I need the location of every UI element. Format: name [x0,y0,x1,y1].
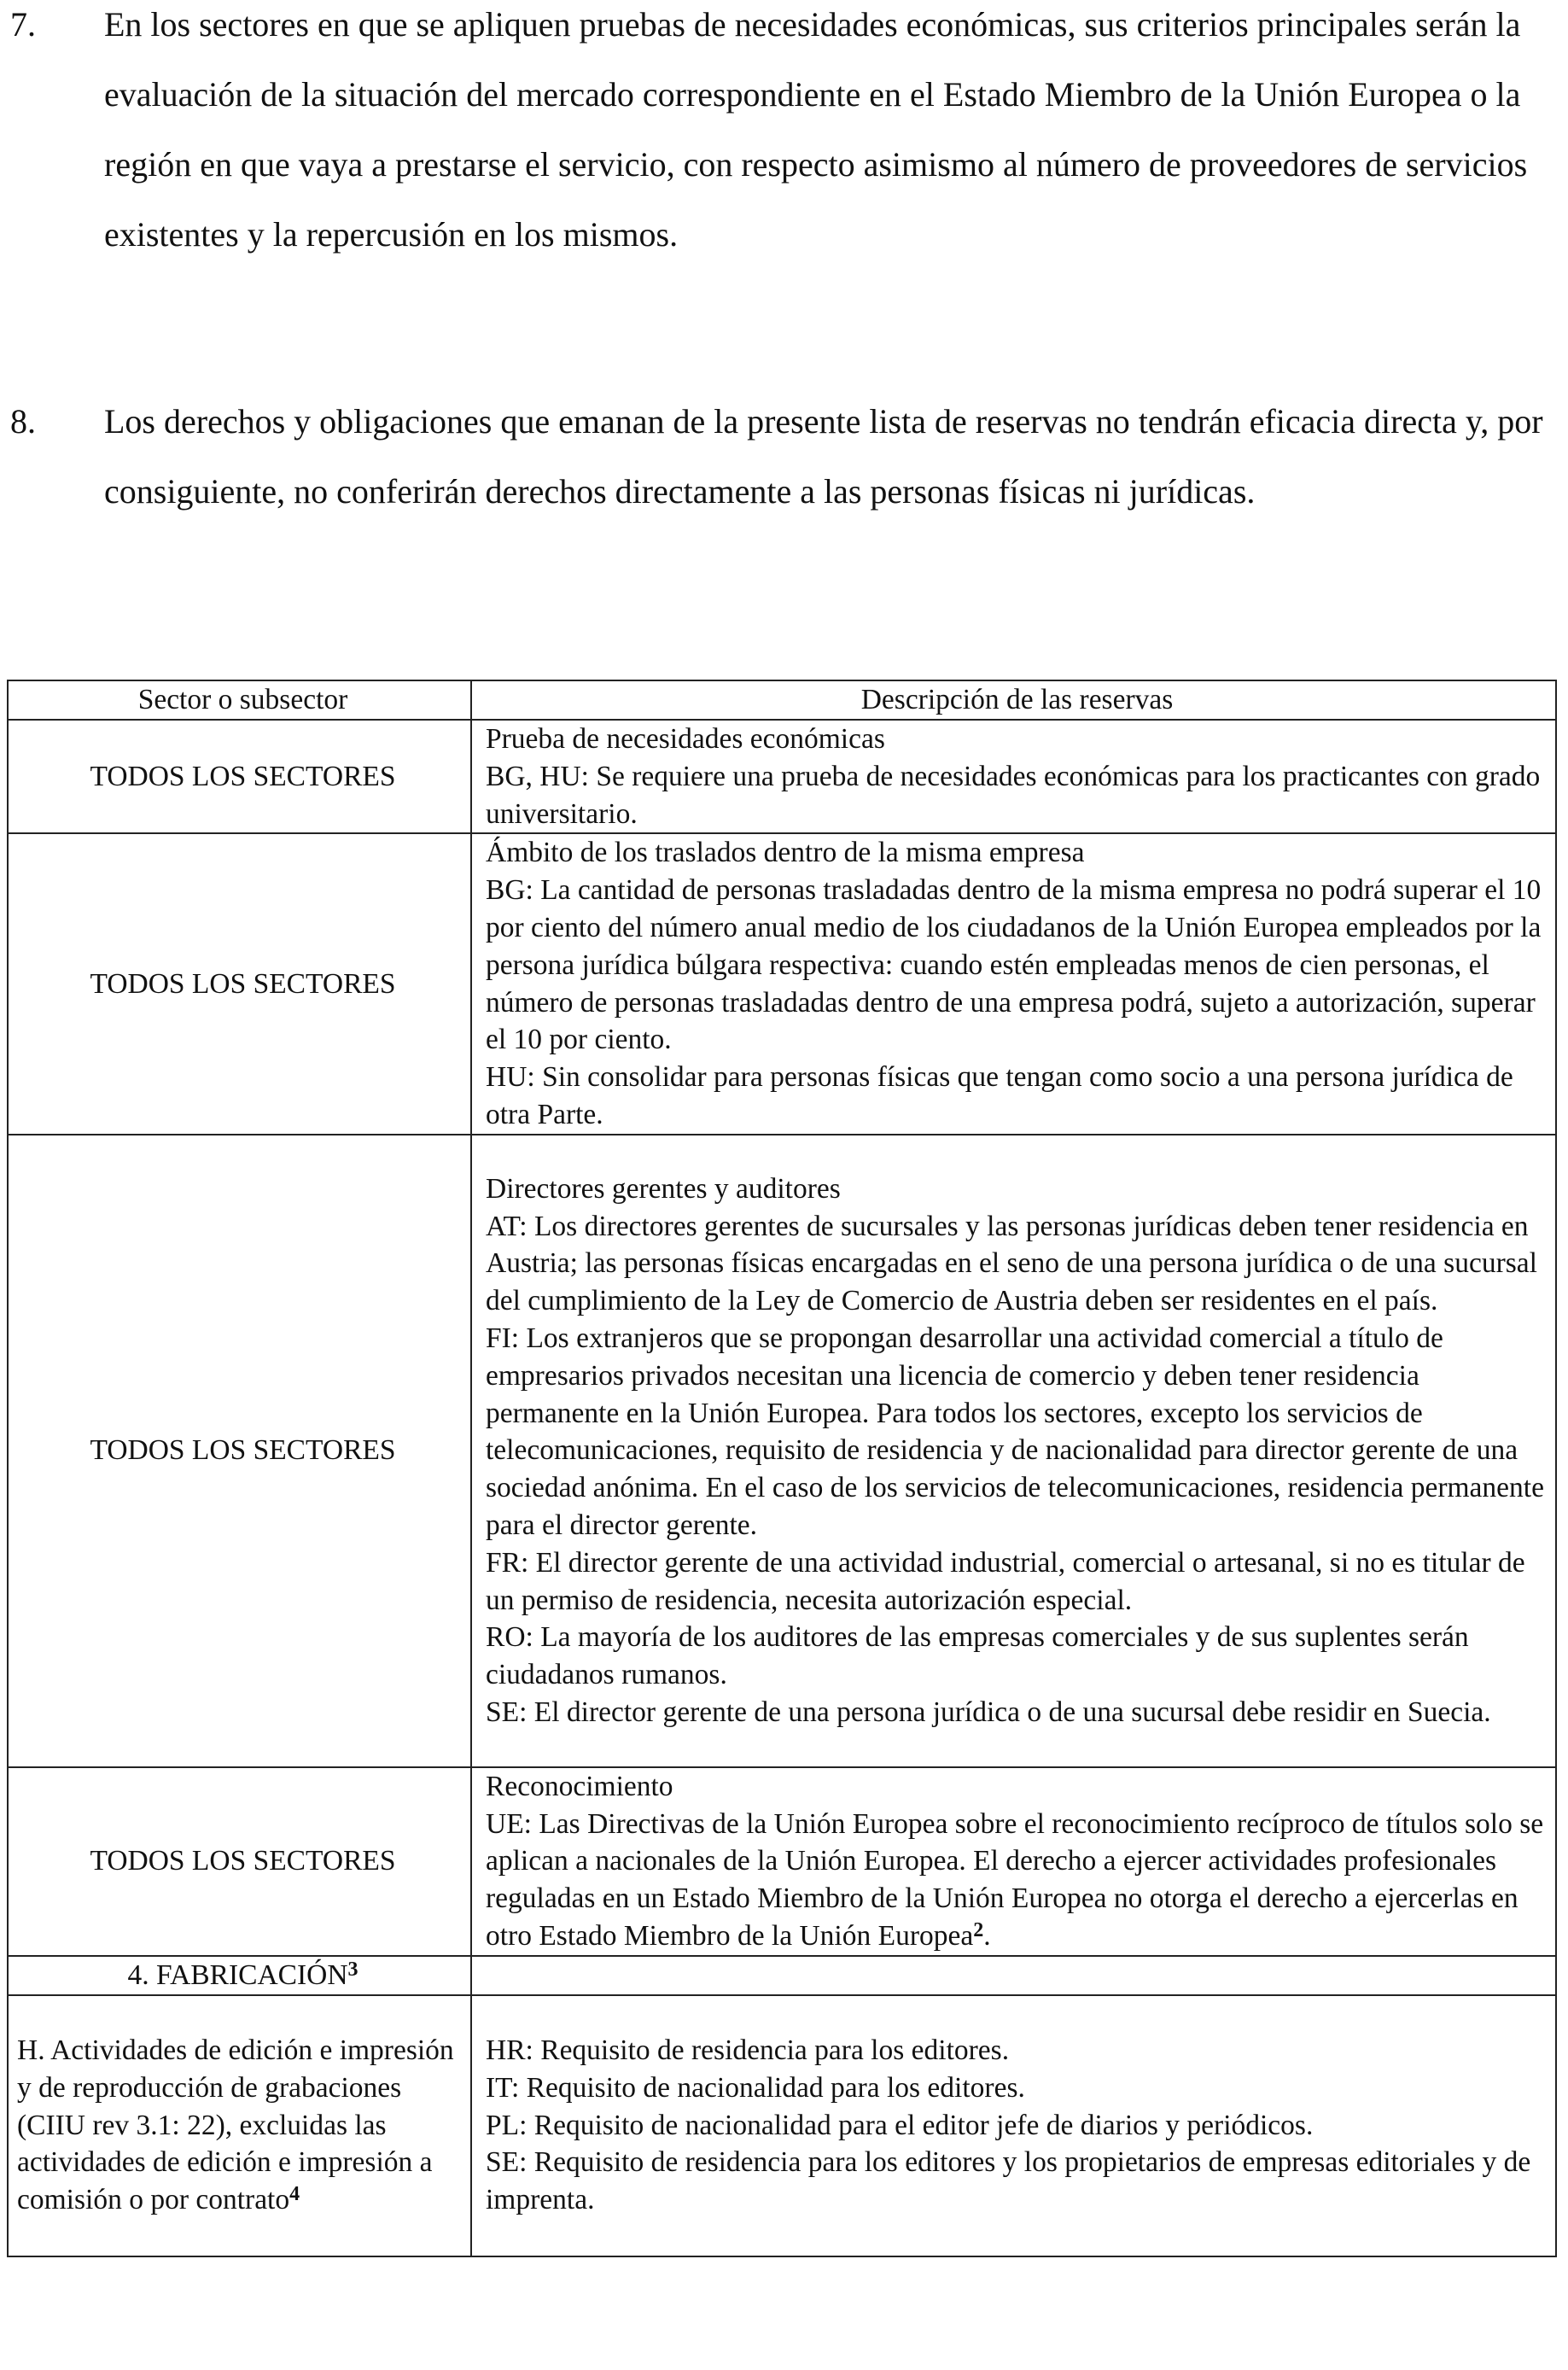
description-line: Reconocimiento [486,1770,673,1802]
description-cell [471,720,1556,833]
paragraph-number: 8. [10,402,36,441]
header-description: Descripción de las reservas [471,680,1556,720]
table-row [8,1135,1556,1767]
section-label: 4. FABRICACIÓN [127,1958,348,1991]
description-line [486,1806,1548,1955]
description-cell [471,1767,1556,1956]
description-line: HU: Sin consolidar para personas físicas que tengan como socio a una persona jurídica de otra Parte. [486,1061,1513,1130]
description-cell [471,1995,1556,2256]
sector-cell: TODOS LOS SECTORES [8,1767,471,1956]
paragraph-text: En los sectores en que se apliquen pruebas de necesidades económicas, sus criterios principales serán la evaluación de la situación del mercado correspondiente en el Estado Miembro de la Unión Europea o la región en que vaya a prestarse el servicio, con respecto asimismo al número de proveedores de servicios existentes y la repercusión en los mismos. [104,5,1528,254]
table-row [8,1995,1556,2256]
sector-cell: TODOS LOS SECTORES [8,1135,471,1767]
sector-cell: TODOS LOS SECTORES [8,720,471,833]
table-header-row [8,680,1556,720]
description-line: Ámbito de los traslados dentro de la misma empresa [486,837,1085,869]
description-line: BG, HU: Se requiere una prueba de necesidades económicas para los practicantes con grado universitario. [486,760,1541,830]
description-cell [471,1135,1556,1767]
description-line: RO: La mayoría de los auditores de las empresas comerciales y de sus suplentes serán ciudadanos rumanos. [486,1621,1469,1691]
reservations-table [7,680,1557,2257]
paragraph-number: 7. [10,5,36,44]
description-line: Prueba de necesidades económicas [486,723,885,755]
punctuation: . [983,1919,991,1952]
table-row [8,720,1556,833]
description-line: AT: Los directores gerentes de sucursales y las personas jurídicas deben tener residencia en Austria; las personas físicas encargadas en el seno de una persona jurídica o de una sucursal del cumplimiento de la Ley de Comercio de Austria deben ser residentes en el país. [486,1210,1537,1317]
description-line: HR: Requisito de residencia para los editores. [486,2034,1010,2067]
description-line: PL: Requisito de nacionalidad para el editor jefe de diarios y periódicos. [486,2109,1314,2141]
footnote-marker: 4 [289,2183,300,2206]
section-row [8,1956,1556,1995]
header-sector: Sector o subsector [8,680,471,720]
sector-cell: TODOS LOS SECTORES [8,833,471,1134]
description-line: FI: Los extranjeros que se propongan desarrollar una actividad comercial a título de empresarios privados necesitan una licencia de comercio y deben tener residencia permanente en la Unión Europea. Para todos los sectores, excepto los servicios de telecomunicaciones, requisito de residencia y de nacionalidad para director gerente de una sociedad anónima. En el caso de los servicios de telecomunicaciones, residencia permanente para el director gerente. [486,1322,1544,1541]
paragraph-text: Los derechos y obligaciones que emanan de la presente lista de reservas no tendrán eficacia directa y, por consiguiente, no conferirán derechos directamente a las personas físicas ni jurídicas. [104,402,1543,511]
sector-cell [8,1995,471,2256]
description-cell [471,833,1556,1134]
footnote-marker: 3 [347,1958,358,1981]
paragraph-7 [0,0,1553,270]
empty-cell [471,1956,1556,1995]
table-row [8,833,1556,1134]
section-label-cell [8,1956,471,1995]
footnote-marker: 2 [973,1918,984,1941]
description-line: IT: Requisito de nacionalidad para los editores. [486,2071,1025,2104]
description-line: SE: El director gerente de una persona jurídica o de una sucursal debe residir en Suecia. [486,1696,1491,1728]
sector-text: H. Actividades de edición e impresión y de reproducción de grabaciones (CIIU rev 3.1: 22), excluidas las actividades de edición e impresión a comisión o por contrato [17,2034,454,2216]
description-line: SE: Requisito de residencia para los editores y los propietarios de empresas editoriales y de imprenta. [486,2146,1531,2216]
description-line: Directores gerentes y auditores [486,1172,841,1205]
description-text: UE: Las Directivas de la Unión Europea sobre el reconocimiento recíproco de títulos solo se aplican a nacionales de la Unión Europea. El derecho a ejercer actividades profesionales reguladas en un Estado Miembro de la Unión Europea no otorga el derecho a ejercerlas en otro Estado Miembro de la Unión Europea [486,1807,1544,1952]
paragraph-8 [0,387,1553,527]
table-row [8,1767,1556,1956]
description-line: FR: El director gerente de una actividad industrial, comercial o artesanal, si no es titular de un permiso de residencia, necesita autorización especial. [486,1546,1525,1616]
description-line: BG: La cantidad de personas trasladadas dentro de la misma empresa no podrá superar el 10 por ciento del número anual medio de los ciudadanos de la Unión Europea empleados por la persona jurídica búlgara respectiva: cuando estén empleadas menos de cien personas, el número de personas trasladadas dentro de una empresa podrá, sujeto a autorización, superar el 10 por ciento. [486,874,1542,1056]
